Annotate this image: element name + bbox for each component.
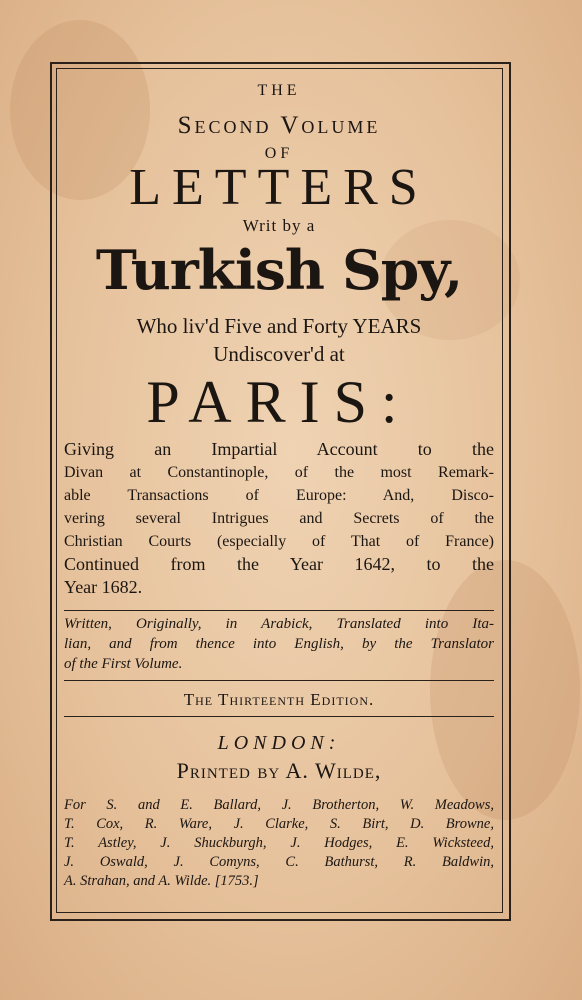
summary-line: Giving an Impartial Account to the [64,439,494,459]
translation-line: lian, and from thence into English, by the Translator [64,636,494,652]
booksellers-line: A. Strahan, and A. Wilde. [1753.] [64,873,259,889]
summary-paragraph [64,438,494,599]
booksellers-line: For S. and E. Ballard, J. Brotherton, W. Meadows, [64,797,494,813]
imprint-city: LONDON: [217,732,341,754]
title-line-turkish-spy: Turkish Spy, [95,238,463,302]
title-line-paris: PARIS: [146,369,412,435]
translation-line: Written, Originally, in Arabick, Translated into Ita- [64,616,494,632]
divider-rule [64,610,494,611]
edition-line: The Thirteenth Edition. [183,690,375,709]
title-line-second-volume: Second Volume [177,112,381,139]
title-line-of: OF [264,145,294,162]
imprint-printer: Printed by A. Wilde, [176,758,382,783]
booksellers-paragraph [64,796,494,891]
summary-line: vering several Intrigues and Secrets of the [64,510,494,527]
title-line-writ-by: Writ by a [242,216,316,235]
translation-line: of the First Volume. [64,656,183,672]
title-line-undiscoverd: Undiscover'd at [213,342,345,366]
divider-rule [64,716,494,717]
divider-rule [64,680,494,681]
title-line-the: THE [257,82,301,99]
title-line-letters: LETTERS [129,159,429,216]
translation-paragraph [64,614,494,674]
booksellers-line: J. Oswald, J. Comyns, C. Bathurst, R. Baldwin, [64,854,494,870]
summary-line: Year 1682. [64,577,143,597]
summary-line: Continued from the Year 1642, to the [64,554,494,574]
booksellers-line: T. Astley, J. Shuckburgh, J. Hodges, E. Wicksteed, [64,835,494,851]
booksellers-line: T. Cox, R. Ware, J. Clarke, S. Birt, D. Browne, [64,816,494,832]
summary-line: able Transactions of Europe: And, Disco- [64,487,494,504]
title-line-who-livd: Who liv'd Five and Forty YEARS [136,314,422,338]
summary-line: Divan at Constantinople, of the most Remark- [64,464,494,481]
summary-line: Christian Courts (especially of That of France) [64,533,494,550]
